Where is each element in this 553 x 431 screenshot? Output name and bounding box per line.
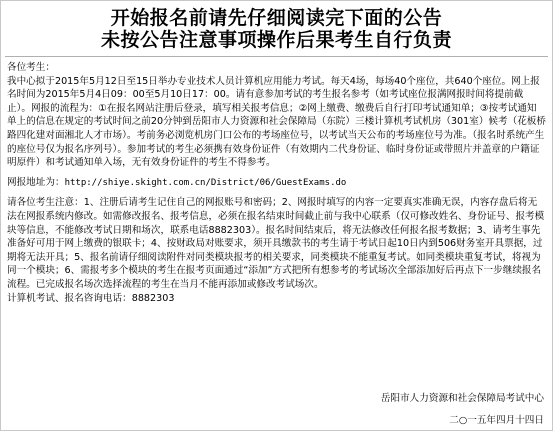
issuing-organization: 岳阳市人力资源和社会保障局考试中心 xyxy=(380,393,544,404)
notice-paragraph-registration: 我中心拟于2015年5月12日至15日举办专业技术人员计算机应用能力考试。每天4场，每场40个座位，共640个座位。网上报名时间为2015年5月4日09：00至5月10日17：00。请有意参加考试的考生报名参考（如考试座位报满网报时间将提前截止）。网报的流程为：①在报名网站注册后登录，填写相关报考信息；②网上缴费、缴费后自行打印考试通知单；③按考试通知单上的信息在规定的考试时间之前20分钟到岳阳市人力资源和社会保障局（东院）三楼计算机考试机房（301室）候考（花板桥路四化建对面湘北人才市场）。考前务必浏览机房门口公布的考场座位号，以考试当天公布的考场座位号为准。（报名时系统产生的座位号仅为报名序列号）。参加考试的考生必须携有效身份证件（有效期内二代身份证、临时身份证或带照片并盖章的户籍证明原件）和考试通知单入场，无有效身份证件的考生不得参考。 xyxy=(7,75,546,169)
title-divider xyxy=(5,56,548,57)
issue-date: 二○一五年四月十四日 xyxy=(449,415,544,426)
contact-line: 计算机考试、报名咨询电话：8882303 xyxy=(7,292,175,304)
registration-url-line xyxy=(7,176,546,191)
greeting: 各位考生： xyxy=(7,62,55,73)
title-line-2: 未按公告注意事项操作后果考生自行负责 xyxy=(100,29,452,51)
url-label: 网报地址为： xyxy=(7,176,65,188)
notice-title xyxy=(1,7,552,51)
title-line-1: 开始报名前请先仔细阅读完下面的公告 xyxy=(110,7,443,29)
notice-paragraph-precautions: 请各位考生注意：1、注册后请考生记住自己的网报账号和密码；2、网报时填写的内容一定要真实准确无误，内容存盘后将无法在网报系统内修改。如需修改报名、报考信息，必须在报名结束时间截止前与我中心联系（仅可修改姓名、身份证号、报考模块等信息，不能修改考试日期和场次，联系电话8882303）。报名时间结束后，将无法修改任何报名报考数据；3、请考生事先准备好可用于网上缴费的银联卡；4、按财政局对账要求，须开具缴款书的考生请于考试日起10日内到506财务室开具票据，过期将无法开具；5、报名前请仔细阅读附件对同类模块报考的相关要求，同类模块不能重复考试。如同类模块重复考试，将视为同一个模块；6、需报考多个模块的考生在报考页面通过“添加”方式把所有想参考的考试场次全部添加好后再点下一步继续报名流程。已完成报名场次选择流程的考生在当月不能再添加或修改考试场次。 xyxy=(7,197,545,290)
registration-url-link[interactable]: http://shiye.skight.com.cn/District/06/GuestExams.do xyxy=(64,177,347,188)
notice-body xyxy=(7,61,546,305)
